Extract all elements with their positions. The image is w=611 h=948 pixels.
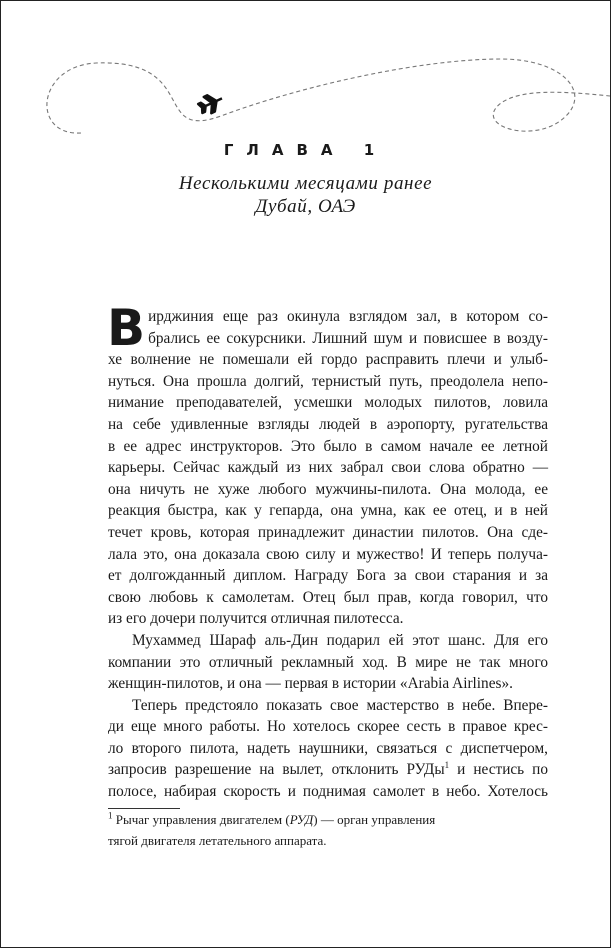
text-line: нимание преподавателей, усмешки молодых пилотов, ловила xyxy=(108,394,548,412)
text-line: она ничуть не хуже любого мужчины-пилота. Она молода, ее xyxy=(108,480,548,498)
chapter-subtitle xyxy=(1,172,610,218)
text-line: ди еще много работы. Но хотелось скорее сесть в правое крес- xyxy=(108,718,548,736)
text-line: нуться. Она прошла долгий, тернистый путь, преодолела непо- xyxy=(108,372,548,390)
text-line: ирджиния еще раз окинула взглядом зал, в котором со- xyxy=(148,308,548,325)
text-line: хе волнение не помешали ей гордо расправить плечи и улыб- xyxy=(108,351,548,369)
footnote-text: ) — орган управления xyxy=(313,812,436,827)
footnote-number: 1 xyxy=(108,810,113,821)
text-line: ет долгожданный диплом. Награду Бога за свои старания и за xyxy=(108,567,548,585)
text-line: карьеры. Сейчас каждый из них забрал свои слова обратно — xyxy=(108,459,548,477)
drop-cap: В xyxy=(107,299,146,357)
chapter-heading: ГЛАВА 1 xyxy=(223,141,388,159)
text-line: Теперь предстояло показать свое мастерство в небе. Впере- xyxy=(132,696,548,714)
text-line: лала это, она доказала свою силу и мужество! И теперь получа- xyxy=(108,545,548,563)
text-line xyxy=(108,759,548,781)
text-segment: запросив разрешение на вылет, отклонить РУДы xyxy=(108,761,445,779)
text-line: полосе, набирая скорость и поднимая самолет в небо. Хотелось xyxy=(108,783,548,801)
text-line: на себе удивленные взгляды людей в аэропорту, ругательства xyxy=(108,415,548,433)
text-line: компании это отличный рекламный ход. В мире не так много xyxy=(108,653,548,671)
text-segment: и нестись по xyxy=(449,761,548,779)
text-line: реакция быстра, как у гепарда, она умна, как ее отец, и в ней xyxy=(108,502,548,520)
subtitle-place: Дубай, ОАЭ xyxy=(255,196,356,217)
text-line: брались ее сокурсники. Лишний шум и повисшее в возду- xyxy=(148,329,548,347)
text-line: женщин-пилотов, и она — первая в истории «Arabia Airlines». xyxy=(108,675,513,693)
text-line: Мухаммед Шараф аль-Дин подарил ей этот шанс. Для его xyxy=(132,631,548,649)
text-line: ло второго пилота, надеть наушники, связаться с диспетчером, xyxy=(108,739,548,757)
footnote-line: тягой двигателя летательного аппарата. xyxy=(108,833,327,848)
subtitle-time: Несколькими месяцами ранее xyxy=(178,173,433,194)
text-line: течет кровь, которая принадлежит династии пилотов. Она сде- xyxy=(108,523,548,541)
text-line: из его дочери получится отличная пилотесса. xyxy=(108,610,404,628)
text-line: в ее адрес инструкторов. Это было в самом начале ее летной xyxy=(108,437,548,455)
dashed-flight-path xyxy=(47,59,610,133)
footnote-abbreviation: РУД xyxy=(289,812,314,827)
footnote-text: Рычаг управления двигателем ( xyxy=(112,812,290,827)
airplane-icon xyxy=(196,90,225,116)
footnote-line xyxy=(108,809,548,830)
footnote xyxy=(108,809,548,851)
body-text xyxy=(107,299,548,803)
text-line: свою любовь к самолетам. Отец был прав, когда говорил, что xyxy=(108,588,548,606)
footnote-reference: 1 xyxy=(444,760,450,771)
